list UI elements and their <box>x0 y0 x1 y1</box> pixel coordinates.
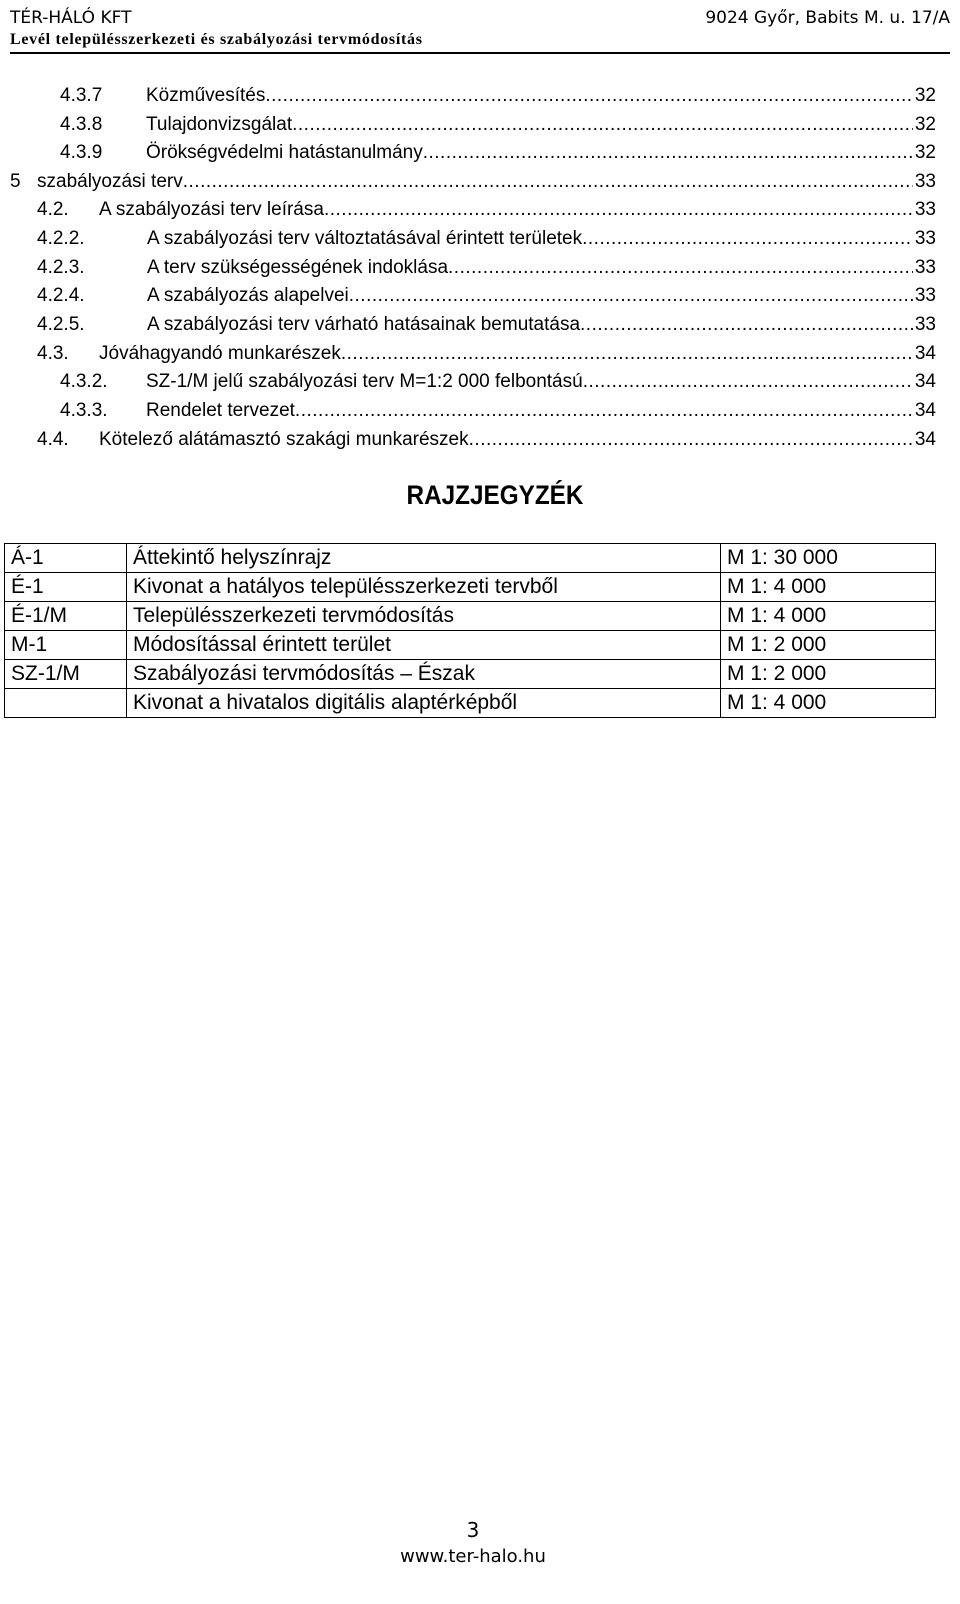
toc-entry-title: Közművesítés <box>146 85 266 106</box>
figure-scale: M 1: 4 000 <box>721 573 936 602</box>
toc-leader-dots <box>448 255 913 281</box>
toc-entry-title: SZ-1/M jelű szabályozási terv M=1:2 000 felbontású <box>146 371 583 392</box>
figures-list-title: RAJZJEGYZÉK <box>406 480 584 510</box>
toc-leader-dots <box>295 398 913 424</box>
figure-code: É-1 <box>5 573 127 602</box>
toc-entry[interactable] <box>60 369 936 395</box>
toc-entry-page: 33 <box>914 285 936 306</box>
table-row <box>5 573 936 602</box>
toc-entry[interactable] <box>37 427 936 453</box>
table-row <box>5 602 936 631</box>
figure-title: Településszerkezeti tervmódosítás <box>127 602 721 631</box>
figure-scale: M 1: 2 000 <box>721 631 936 660</box>
figure-scale: M 1: 30 000 <box>721 544 936 573</box>
toc-entry-title: Kötelező alátámasztó szakági munkarészek <box>99 429 469 450</box>
toc-entry[interactable] <box>37 255 936 281</box>
toc-entry-number: 4.3. <box>37 343 69 364</box>
toc-entry-number: 4.3.3. <box>60 400 108 421</box>
figure-code: SZ-1/M <box>5 660 127 689</box>
toc-entry-title: Örökségvédelmi hatástanulmány <box>146 142 423 163</box>
table-row <box>5 660 936 689</box>
header-address: 9024 Győr, Babits M. u. 17/A <box>705 8 950 28</box>
toc-entry-number: 4.3.2. <box>60 371 108 392</box>
toc-entry-page: 34 <box>914 371 936 392</box>
figure-scale: M 1: 2 000 <box>721 660 936 689</box>
toc-entry[interactable] <box>37 197 936 223</box>
figure-title: Módosítással érintett terület <box>127 631 721 660</box>
toc-entry-number: 5 <box>10 171 21 192</box>
toc-entry-number: 4.2. <box>37 199 69 220</box>
toc-entry-page: 33 <box>914 171 936 192</box>
figure-title: Kivonat a hivatalos digitális alaptérképből <box>127 689 721 718</box>
toc-entry[interactable] <box>10 169 936 195</box>
toc-entry-number: 4.3.9 <box>60 142 103 163</box>
toc-entry-page: 32 <box>914 85 936 106</box>
toc-entry-title: Jóváhagyandó munkarészek <box>99 343 341 364</box>
toc-leader-dots <box>324 197 913 223</box>
toc-entry[interactable] <box>60 112 936 138</box>
toc-leader-dots <box>183 169 913 195</box>
figures-table <box>4 543 936 718</box>
toc-entry-page: 33 <box>914 228 936 249</box>
figure-scale: M 1: 4 000 <box>721 602 936 631</box>
toc-entry-title: Rendelet tervezet <box>146 400 295 421</box>
toc-leader-dots <box>583 369 913 395</box>
figure-title: Áttekintő helyszínrajz <box>127 544 721 573</box>
toc-entry-page: 33 <box>914 257 936 278</box>
toc-leader-dots <box>423 140 913 166</box>
toc-entry-number: 4.4. <box>37 429 69 450</box>
toc-entry[interactable] <box>37 341 936 367</box>
table-row <box>5 631 936 660</box>
toc-leader-dots <box>341 341 913 367</box>
figure-code: Á-1 <box>5 544 127 573</box>
toc-entry[interactable] <box>60 398 936 424</box>
toc-entry-page: 32 <box>914 142 936 163</box>
toc-entry-title: A szabályozási terv várható hatásainak bemutatása <box>147 314 581 335</box>
figure-code: É-1/M <box>5 602 127 631</box>
toc-entry-number: 4.2.2. <box>37 228 85 249</box>
toc-entry[interactable] <box>37 283 936 309</box>
toc-entry-title: Tulajdonvizsgálat <box>146 114 293 135</box>
table-row <box>5 544 936 573</box>
toc-entry-page: 32 <box>914 114 936 135</box>
toc-entry-title: szabályozási terv <box>37 171 183 192</box>
header-subject: Levél településszerkezeti és szabályozási tervmódosítás <box>10 31 423 48</box>
figure-scale: M 1: 4 000 <box>721 689 936 718</box>
toc-entry-number: 4.3.7 <box>60 85 103 106</box>
table-row <box>5 689 936 718</box>
page-number: 3 <box>466 1518 480 1542</box>
toc-entry-title: A terv szükségességének indoklása <box>147 257 449 278</box>
toc-leader-dots <box>292 112 913 138</box>
figure-code: M-1 <box>5 631 127 660</box>
figure-code <box>5 689 127 718</box>
toc-entry-number: 4.3.8 <box>60 114 103 135</box>
toc-entry-number: 4.2.5. <box>37 314 85 335</box>
toc-leader-dots <box>580 312 913 338</box>
toc-entry-title: A szabályozás alapelvei <box>147 285 349 306</box>
toc-entry[interactable] <box>60 140 936 166</box>
toc-entry[interactable] <box>37 312 936 338</box>
figure-title: Szabályozási tervmódosítás – Észak <box>127 660 721 689</box>
toc-entry[interactable] <box>37 226 936 252</box>
footer-url[interactable]: www.ter-halo.hu <box>400 1546 546 1567</box>
toc-entry-number: 4.2.4. <box>37 285 85 306</box>
toc-entry[interactable] <box>60 83 936 109</box>
header-company: TÉR-HÁLÓ KFT <box>10 8 132 28</box>
toc-entry-number: 4.2.3. <box>37 257 85 278</box>
toc-entry-page: 33 <box>914 199 936 220</box>
toc-entry-title: A szabályozási terv változtatásával érintett területek <box>147 228 583 249</box>
toc-leader-dots <box>469 427 913 453</box>
toc-leader-dots <box>349 283 913 309</box>
toc-entry-page: 34 <box>914 343 936 364</box>
toc-leader-dots <box>265 83 913 109</box>
toc-entry-title: A szabályozási terv leírása <box>99 199 324 220</box>
figure-title: Kivonat a hatályos településszerkezeti tervből <box>127 573 721 602</box>
toc-entry-page: 33 <box>914 314 936 335</box>
toc-entry-page: 34 <box>914 429 936 450</box>
toc-entry-page: 34 <box>914 400 936 421</box>
toc-leader-dots <box>582 226 913 252</box>
page-header <box>10 4 950 54</box>
